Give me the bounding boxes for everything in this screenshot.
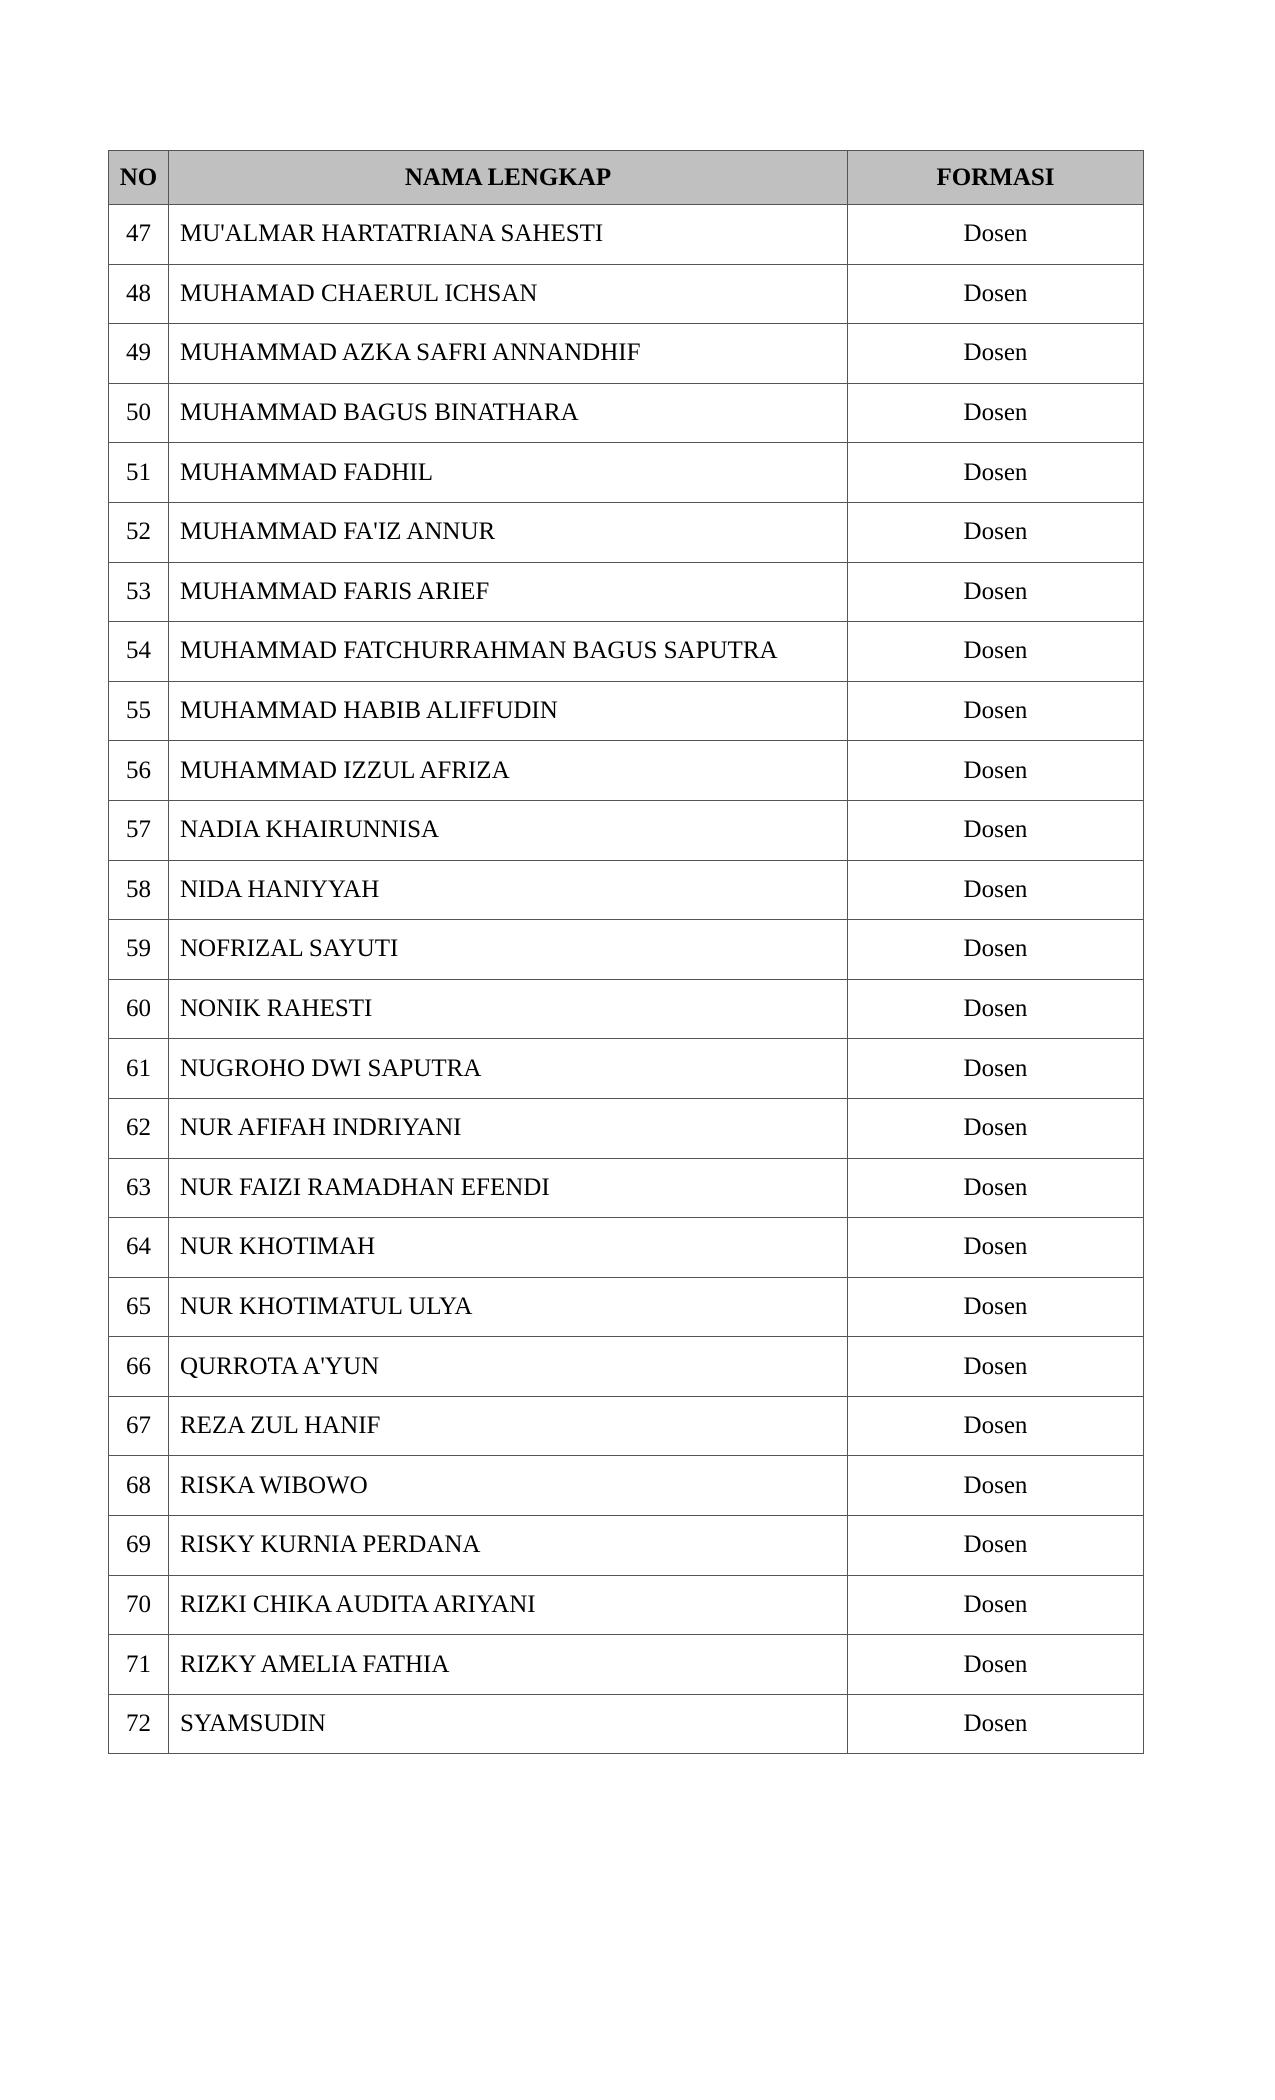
table-body bbox=[109, 205, 1144, 1754]
cell-no: 64 bbox=[109, 1218, 169, 1278]
cell-name: MU'ALMAR HARTATRIANA SAHESTI bbox=[169, 205, 848, 265]
cell-formasi: Dosen bbox=[848, 681, 1144, 741]
cell-formasi: Dosen bbox=[848, 800, 1144, 860]
cell-name: MUHAMMAD BAGUS BINATHARA bbox=[169, 383, 848, 443]
cell-name: SYAMSUDIN bbox=[169, 1694, 848, 1754]
table-row bbox=[109, 1456, 1144, 1516]
table-row bbox=[109, 1039, 1144, 1099]
cell-no: 54 bbox=[109, 622, 169, 682]
cell-no: 65 bbox=[109, 1277, 169, 1337]
cell-formasi: Dosen bbox=[848, 1098, 1144, 1158]
table-row bbox=[109, 1694, 1144, 1754]
cell-no: 55 bbox=[109, 681, 169, 741]
cell-name: MUHAMAD CHAERUL ICHSAN bbox=[169, 264, 848, 324]
cell-no: 66 bbox=[109, 1337, 169, 1397]
cell-name: MUHAMMAD FATCHURRAHMAN BAGUS SAPUTRA bbox=[169, 622, 848, 682]
cell-formasi: Dosen bbox=[848, 622, 1144, 682]
cell-formasi: Dosen bbox=[848, 1635, 1144, 1695]
table-row bbox=[109, 979, 1144, 1039]
cell-formasi: Dosen bbox=[848, 920, 1144, 980]
cell-no: 48 bbox=[109, 264, 169, 324]
table-row bbox=[109, 1575, 1144, 1635]
table-row bbox=[109, 1516, 1144, 1576]
table-row bbox=[109, 1098, 1144, 1158]
cell-name: MUHAMMAD FARIS ARIEF bbox=[169, 562, 848, 622]
table-row bbox=[109, 1337, 1144, 1397]
table-row bbox=[109, 562, 1144, 622]
cell-name: RIZKY AMELIA FATHIA bbox=[169, 1635, 848, 1695]
table-row bbox=[109, 1635, 1144, 1695]
table-row bbox=[109, 800, 1144, 860]
cell-no: 56 bbox=[109, 741, 169, 801]
cell-formasi: Dosen bbox=[848, 1158, 1144, 1218]
table-row bbox=[109, 1396, 1144, 1456]
cell-name: MUHAMMAD FA'IZ ANNUR bbox=[169, 502, 848, 562]
cell-no: 49 bbox=[109, 324, 169, 384]
cell-name: MUHAMMAD FADHIL bbox=[169, 443, 848, 503]
cell-no: 51 bbox=[109, 443, 169, 503]
table-row bbox=[109, 741, 1144, 801]
cell-formasi: Dosen bbox=[848, 741, 1144, 801]
cell-name: NUR KHOTIMAH bbox=[169, 1218, 848, 1278]
cell-formasi: Dosen bbox=[848, 1575, 1144, 1635]
cell-formasi: Dosen bbox=[848, 1337, 1144, 1397]
cell-formasi: Dosen bbox=[848, 205, 1144, 265]
cell-no: 70 bbox=[109, 1575, 169, 1635]
cell-name: NONIK RAHESTI bbox=[169, 979, 848, 1039]
table-row bbox=[109, 920, 1144, 980]
cell-no: 47 bbox=[109, 205, 169, 265]
cell-formasi: Dosen bbox=[848, 1039, 1144, 1099]
cell-name: RISKA WIBOWO bbox=[169, 1456, 848, 1516]
cell-no: 72 bbox=[109, 1694, 169, 1754]
cell-formasi: Dosen bbox=[848, 1516, 1144, 1576]
table-row bbox=[109, 860, 1144, 920]
table-row bbox=[109, 1277, 1144, 1337]
cell-formasi: Dosen bbox=[848, 1218, 1144, 1278]
cell-no: 63 bbox=[109, 1158, 169, 1218]
cell-formasi: Dosen bbox=[848, 562, 1144, 622]
cell-name: NUGROHO DWI SAPUTRA bbox=[169, 1039, 848, 1099]
cell-no: 58 bbox=[109, 860, 169, 920]
cell-name: NUR AFIFAH INDRIYANI bbox=[169, 1098, 848, 1158]
cell-no: 68 bbox=[109, 1456, 169, 1516]
cell-name: MUHAMMAD HABIB ALIFFUDIN bbox=[169, 681, 848, 741]
table-row bbox=[109, 681, 1144, 741]
header-no: NO bbox=[109, 151, 169, 205]
cell-name: RIZKI CHIKA AUDITA ARIYANI bbox=[169, 1575, 848, 1635]
cell-formasi: Dosen bbox=[848, 860, 1144, 920]
cell-no: 61 bbox=[109, 1039, 169, 1099]
table-row bbox=[109, 622, 1144, 682]
cell-no: 53 bbox=[109, 562, 169, 622]
cell-name: QURROTA A'YUN bbox=[169, 1337, 848, 1397]
cell-name: MUHAMMAD IZZUL AFRIZA bbox=[169, 741, 848, 801]
cell-name: MUHAMMAD AZKA SAFRI ANNANDHIF bbox=[169, 324, 848, 384]
table-row bbox=[109, 502, 1144, 562]
cell-no: 57 bbox=[109, 800, 169, 860]
cell-no: 62 bbox=[109, 1098, 169, 1158]
cell-name: REZA ZUL HANIF bbox=[169, 1396, 848, 1456]
cell-name: NOFRIZAL SAYUTI bbox=[169, 920, 848, 980]
cell-name: NUR FAIZI RAMADHAN EFENDI bbox=[169, 1158, 848, 1218]
cell-formasi: Dosen bbox=[848, 1396, 1144, 1456]
cell-formasi: Dosen bbox=[848, 383, 1144, 443]
table-row bbox=[109, 205, 1144, 265]
header-formasi: FORMASI bbox=[848, 151, 1144, 205]
table-header-row bbox=[109, 151, 1144, 205]
cell-no: 69 bbox=[109, 1516, 169, 1576]
cell-name: NUR KHOTIMATUL ULYA bbox=[169, 1277, 848, 1337]
cell-name: RISKY KURNIA PERDANA bbox=[169, 1516, 848, 1576]
cell-formasi: Dosen bbox=[848, 443, 1144, 503]
cell-no: 52 bbox=[109, 502, 169, 562]
table-row bbox=[109, 1158, 1144, 1218]
table-row bbox=[109, 264, 1144, 324]
cell-formasi: Dosen bbox=[848, 979, 1144, 1039]
table-row bbox=[109, 383, 1144, 443]
cell-no: 59 bbox=[109, 920, 169, 980]
participants-table bbox=[108, 150, 1144, 1754]
cell-no: 67 bbox=[109, 1396, 169, 1456]
cell-formasi: Dosen bbox=[848, 1277, 1144, 1337]
cell-formasi: Dosen bbox=[848, 1694, 1144, 1754]
header-name: NAMA LENGKAP bbox=[169, 151, 848, 205]
cell-formasi: Dosen bbox=[848, 502, 1144, 562]
cell-no: 71 bbox=[109, 1635, 169, 1695]
table-row bbox=[109, 324, 1144, 384]
cell-formasi: Dosen bbox=[848, 264, 1144, 324]
cell-no: 50 bbox=[109, 383, 169, 443]
cell-no: 60 bbox=[109, 979, 169, 1039]
cell-name: NIDA HANIYYAH bbox=[169, 860, 848, 920]
table-row bbox=[109, 1218, 1144, 1278]
cell-formasi: Dosen bbox=[848, 324, 1144, 384]
table-row bbox=[109, 443, 1144, 503]
cell-name: NADIA KHAIRUNNISA bbox=[169, 800, 848, 860]
cell-formasi: Dosen bbox=[848, 1456, 1144, 1516]
